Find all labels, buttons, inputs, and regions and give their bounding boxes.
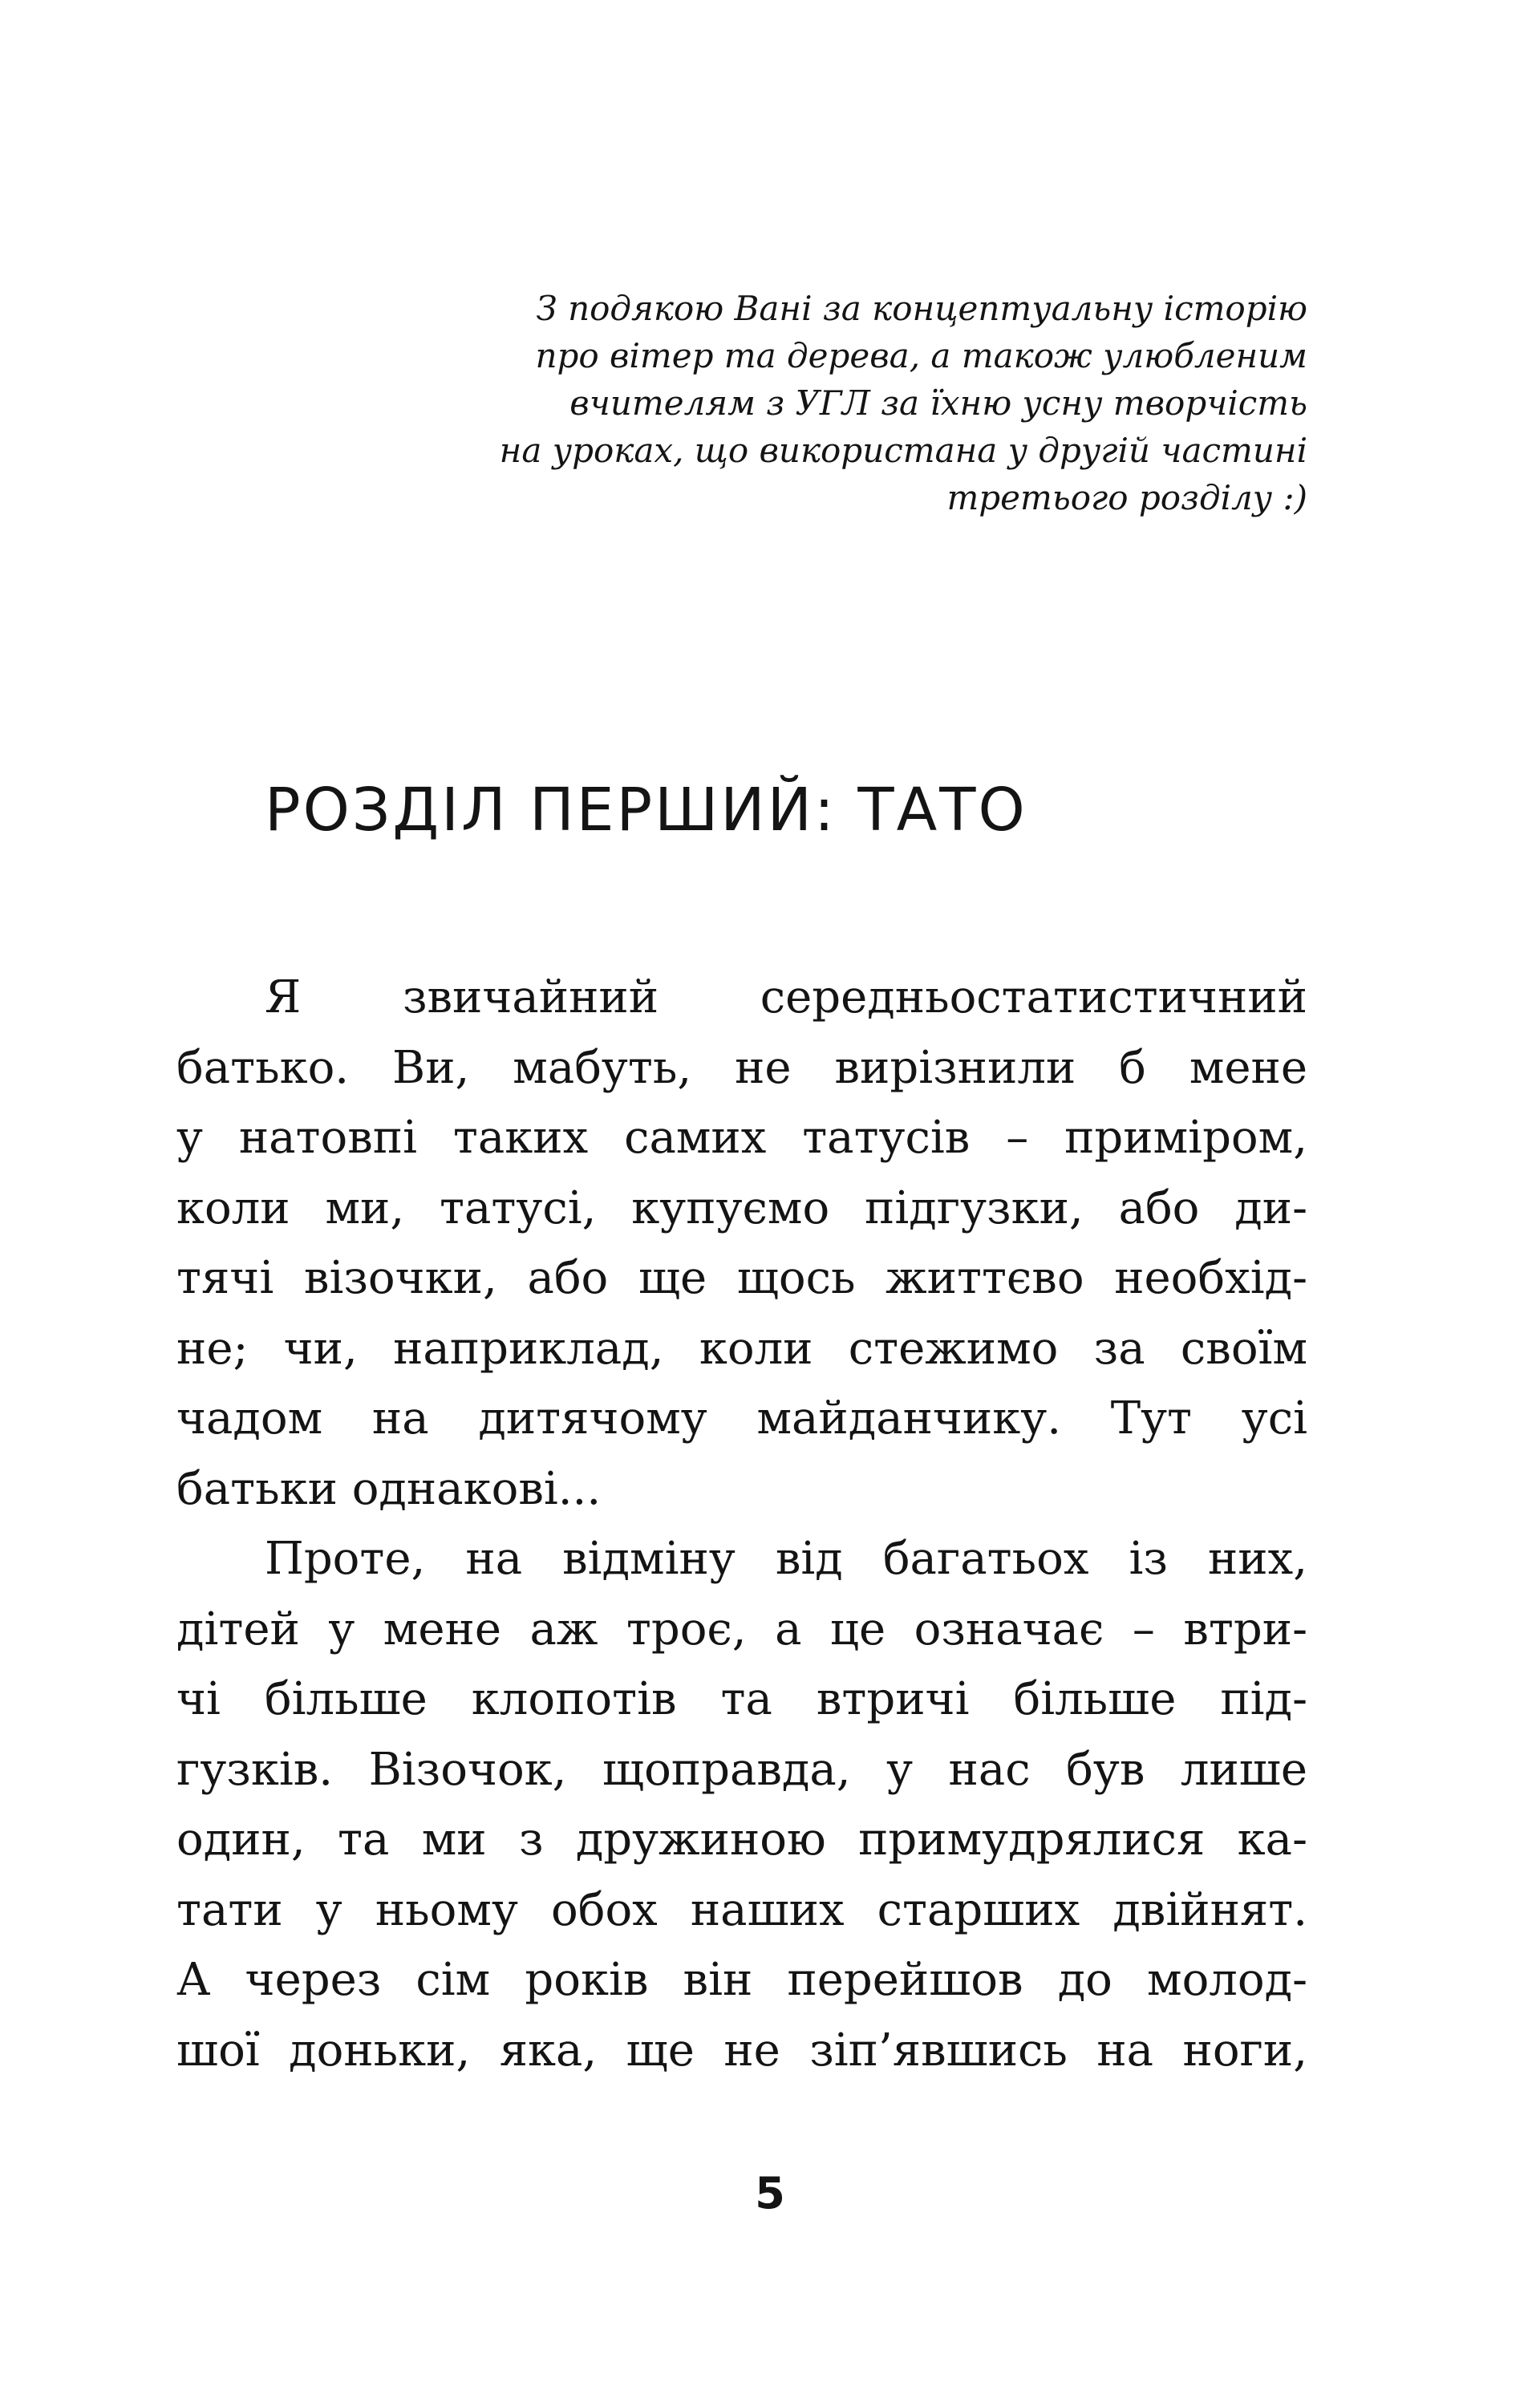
text-line: батько. Ви, мабуть, не вирізнили б мене: [176, 1041, 1307, 1094]
text-line: гузків. Візочок, щоправда, у нас був лише: [176, 1743, 1307, 1796]
paragraph: [176, 962, 1307, 1524]
body-text: [176, 962, 1307, 2085]
text-line: дітей у мене аж троє, а це означає – втри-: [176, 1603, 1307, 1655]
text-line: батьки однакові...: [176, 1462, 602, 1515]
text-line: тати у ньому обох наших старших двійнят.: [176, 1883, 1307, 1936]
text-line: чадом на дитячому майданчику. Тут усі: [176, 1392, 1307, 1445]
text-line: А через сім років він перейшов до молод-: [176, 1954, 1307, 2006]
text-line: не; чи, наприклад, коли стежимо за своїм: [176, 1322, 1307, 1375]
text-line: чі більше клопотів та втричі більше під-: [176, 1673, 1307, 1725]
text-line: тячі візочки, або ще щось життєво необхід-: [176, 1252, 1307, 1304]
chapter-title: РОЗДІЛ ПЕРШИЙ: ТАТО: [265, 776, 1027, 845]
dedication-line: на уроках, що використана у другій частині: [499, 431, 1307, 470]
text-line: шої доньки, яка, ще не зіп’явшись на ноги,: [176, 2024, 1307, 2077]
text-line: коли ми, татусі, купуємо підгузки, або ди-: [176, 1181, 1307, 1234]
dedication-line: вчителям з УГЛ за їхню усну творчість: [569, 383, 1307, 423]
text-line: Я звичайний середньостатистичний: [265, 971, 1307, 1023]
dedication-line: про вітер та дерева, а також улюбленим: [535, 336, 1307, 375]
page-number: 5: [755, 2168, 785, 2219]
dedication: [241, 285, 1307, 521]
text-line: у натовпі таких самих татусів – приміром,: [176, 1112, 1307, 1164]
text-line: один, та ми з дружиною примудрялися ка-: [176, 1813, 1307, 1866]
dedication-line: третього розділу :): [946, 478, 1307, 517]
paragraph: [176, 1524, 1307, 2085]
dedication-line: З подякою Вані за концептуальну історію: [536, 289, 1307, 328]
text-line: Проте, на відміну від багатьох із них,: [265, 1533, 1307, 1585]
